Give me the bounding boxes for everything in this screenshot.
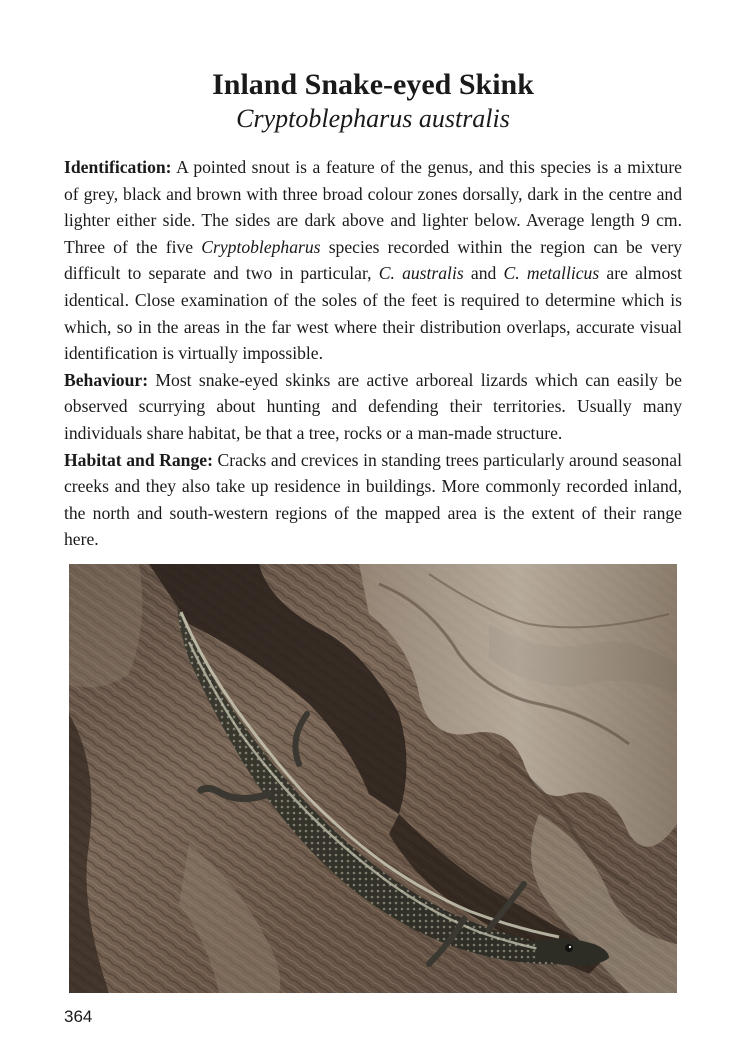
identification-label: Identification: (64, 157, 172, 177)
habitat-text: Cracks and crevices in standing trees particularly around seasonal creeks and they also take up residence in buildings. More commonly recorded inland, the north and south-western regions of the mapped area is the extent of their range here. (64, 449, 682, 550)
identification-genus: Cryptoblepharus (201, 236, 321, 257)
habitat-label: Habitat and Range: (64, 449, 213, 470)
skink-photo (69, 564, 677, 993)
behaviour-paragraph (64, 367, 682, 447)
identification-text-4: are almost identical. Close examination of the soles of the feet is required to determine which is which, so in the areas in the far west where their distribution overlaps, accurate visual identification is virtually impossible. (64, 263, 683, 364)
behaviour-text: Most snake-eyed skinks are active arboreal lizards which can easily be observed scurrying about hunting and defending their territories. Usually many individuals share habitat, be that a tree, rocks or a man-made structure. (64, 369, 682, 443)
behaviour-label: Behaviour: (64, 369, 149, 390)
identification-text-2: species recorded within the region can be very difficult to separate and two in particular, (64, 236, 683, 284)
page-title: Inland Snake-eyed Skink (212, 68, 534, 101)
identification-text-1: A pointed snout is a feature of the genus, and this species is a mixture of grey, black and brown with three broad colour zones dorsally, dark in the centre and lighter either side. The sides are dark above and lighter below. Average length 9 cm. Three of the five (64, 157, 682, 257)
body-text (64, 154, 682, 553)
identification-species-1: C. australis (378, 263, 464, 284)
identification-species-2: C. metallicus (503, 263, 600, 284)
page-number: 364 (64, 1007, 93, 1026)
identification-text-3: and (463, 263, 504, 284)
identification-paragraph (64, 154, 682, 367)
page-subtitle: Cryptoblepharus australis (236, 104, 510, 133)
habitat-paragraph (64, 447, 682, 553)
